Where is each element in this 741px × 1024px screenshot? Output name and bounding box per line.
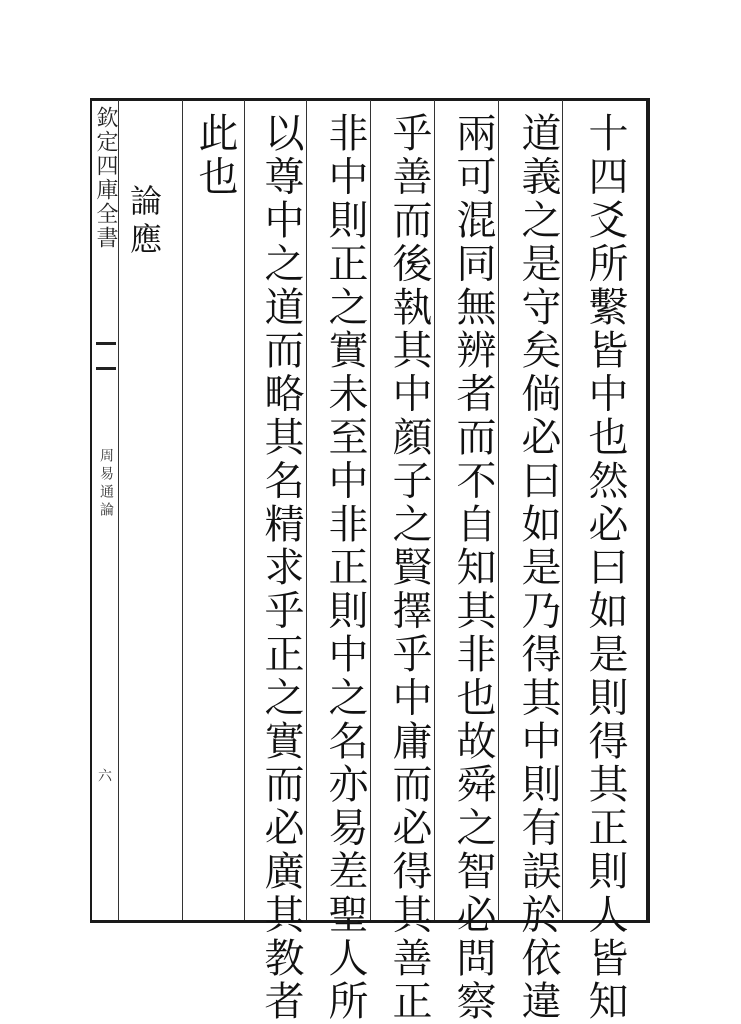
text-column-4: 乎善而後執其中顔子之賢擇乎中庸而必得其善正 [386,112,432,1024]
column-divider [118,100,119,920]
column-divider [306,100,307,920]
book-title: 周易通論 [98,448,114,520]
frame-bottom-border [92,920,648,923]
text-column-5: 非中則正之實未至中非正則中之名亦易差聖人所 [322,112,368,1024]
fish-tail-mark [96,342,116,370]
column-divider [182,100,183,920]
text-column-1: 十四爻所繫皆中也然必曰如是則得其正則人皆知 [582,112,628,1024]
text-column-6: 以尊中之道而略其名精求乎正之實而必廣其教者 [258,112,304,1024]
section-heading: 論應 [125,184,163,260]
page-number: 六 [96,768,112,782]
collection-title: 欽定四庫全書 [93,106,118,250]
frame-right-border [646,98,650,923]
column-divider [498,100,499,920]
column-divider [370,100,371,920]
text-column-2: 道義之是守矣倘必曰如是乃得其中則有誤於依違 [515,112,561,1024]
text-column-7: 此也 [192,112,238,199]
column-divider [244,100,245,920]
column-divider [562,100,563,920]
text-column-3: 兩可混同無辨者而不自知其非也故舜之智必問察 [450,112,496,1024]
column-divider [434,100,435,920]
